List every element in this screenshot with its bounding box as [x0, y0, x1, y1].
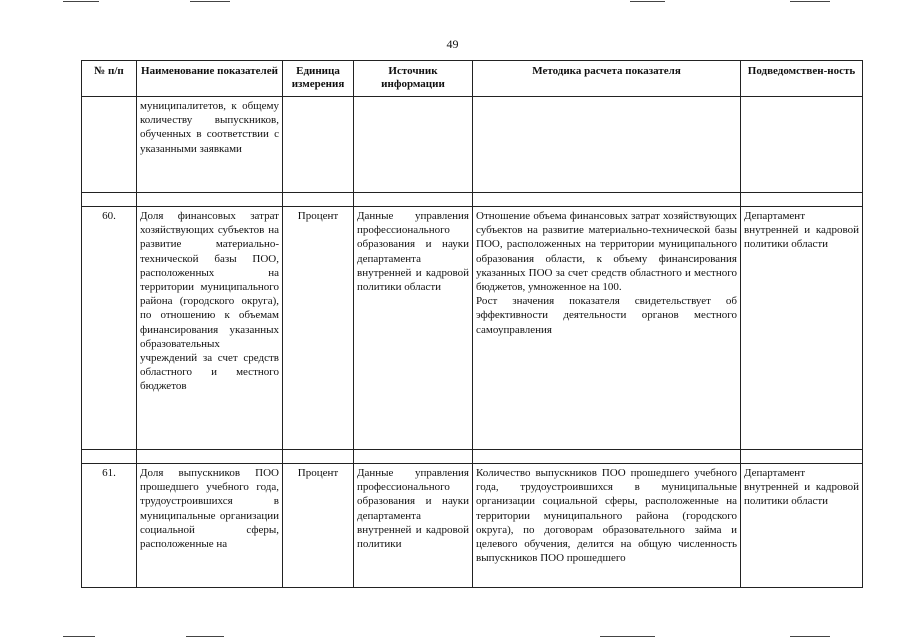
indicator-table [81, 60, 863, 588]
table-row [82, 207, 863, 450]
header-name: Наименование показателей [137, 61, 283, 97]
method-paragraph: Рост значения показателя свидетельствует об эффективности деятельности органов местного самоуправления [476, 295, 737, 336]
table-row [82, 464, 863, 588]
cell-number [82, 97, 137, 193]
cell-department [741, 97, 863, 193]
top-right-rule-2 [790, 1, 830, 2]
cell-department: Департамент внутренней и кадровой политики области [741, 207, 863, 450]
cell-unit: Процент [283, 207, 354, 450]
cell-number: 61. [82, 464, 137, 588]
header-department: Подведомствен-ность [741, 61, 863, 97]
table-row-continuation [82, 97, 863, 193]
cell-method [473, 207, 741, 450]
row-spacer [82, 450, 863, 464]
cell-method [473, 464, 741, 588]
method-paragraph: Отношение объема финансовых затрат хозяйствующих субъектов на развитие материально-технической базы ПОО, расположенных на территории муниципального образования области, к объему финансирования указанных ПОО за счет средств областного и местного бюджетов, умноженное на 100. [476, 210, 737, 294]
header-method: Методика расчета показателя [473, 61, 741, 97]
cell-source: Данные управления профессионального образования и науки департамента внутренней и кадровой политики [354, 464, 473, 588]
cell-name: муниципалитетов, к общему количеству выпускников, обученных в соответствии с указанными заявками [137, 97, 283, 193]
cell-unit: Процент [283, 464, 354, 588]
top-right-rule-1 [630, 1, 665, 2]
row-spacer [82, 193, 863, 207]
header-source: Источник информации [354, 61, 473, 97]
bottom-mid-rule [186, 636, 224, 637]
header-number: № п/п [82, 61, 137, 97]
cell-unit [283, 97, 354, 193]
cell-number: 60. [82, 207, 137, 450]
method-paragraph: Количество выпускников ПОО прошедшего учебного года, трудоустроившихся в муниципальные организации социальной сферы, расположенные на территории муниципального района (городского округа), по договорам образовательного займа и целевого обучения, делится на общую численность выпускников ПОО прошедшего [476, 467, 737, 565]
top-mid-rule [190, 1, 230, 2]
cell-source: Данные управления профессионального образования и науки департамента внутренней и кадровой политики области [354, 207, 473, 450]
bottom-left-rule [63, 636, 95, 637]
cell-department: Департамент внутренней и кадровой политики области [741, 464, 863, 588]
header-unit: Единица измерения [283, 61, 354, 97]
cell-source [354, 97, 473, 193]
bottom-right-rule-2 [790, 636, 830, 637]
bottom-right-rule-1 [600, 636, 655, 637]
table-header-row [82, 61, 863, 97]
cell-method [473, 97, 741, 193]
cell-name: Доля финансовых затрат хозяйствующих субъектов на развитие материально-технической базы ПОО, расположенных на территории муниципального района (городского округа), по отношению к объемам финансирования указанных образовательных учреждений за счет средств областного и местного бюджетов [137, 207, 283, 450]
top-left-rule [63, 1, 99, 2]
page-number: 49 [446, 37, 459, 51]
cell-name: Доля выпускников ПОО прошедшего учебного года, трудоустроившихся в муниципальные организации социальной сферы, расположенные на [137, 464, 283, 588]
